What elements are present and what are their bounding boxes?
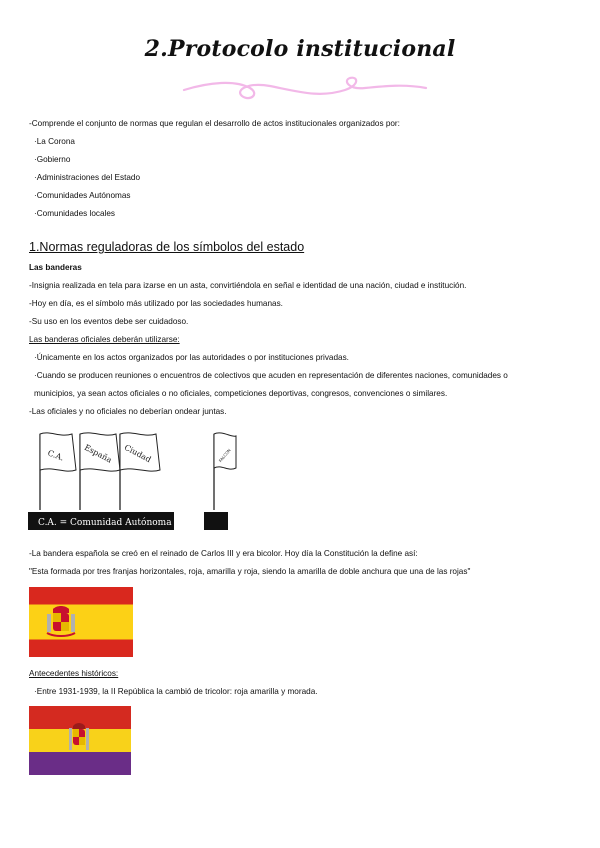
paragraph-line: -Hoy en día, es el símbolo más utilizado por las sociedades humanas. xyxy=(29,299,283,308)
single-flag-icon xyxy=(214,433,236,510)
decorative-swirl-icon xyxy=(180,72,430,108)
flag-label: España xyxy=(82,442,114,465)
flag-espana-icon xyxy=(80,433,120,510)
list-item: ·Únicamente en los actos organizados por las autoridades o por instituciones privadas. xyxy=(34,353,349,362)
list-item: municipios, ya sean actos oficiales o no oficiales, competiciones deportivas, congresos, convenciones o similares. xyxy=(34,389,448,398)
flags-caption: C.A. = Comunidad Autónoma xyxy=(38,518,172,528)
paragraph-line: -Insignia realizada en tela para izarse en un asta, convirtiéndola en señal e identidad de una nación, ciudad e institución. xyxy=(29,281,467,290)
paragraph-line: -Las oficiales y no oficiales no deberían ondear juntas. xyxy=(29,407,227,416)
single-flag-label: FALCON xyxy=(217,447,232,464)
list-item: ·Comunidades Autónomas xyxy=(34,191,131,200)
subheading: Las banderas xyxy=(29,263,82,272)
list-item: ·Entre 1931-1939, la II República la cambió de tricolor: roja amarilla y morada. xyxy=(34,687,318,696)
flag-ca-icon xyxy=(40,433,76,510)
flag-ciudad-icon xyxy=(120,433,160,510)
spanish-flag-image xyxy=(29,587,133,657)
paragraph-line: -La bandera española se creó en el reinado de Carlos III y era bicolor. Hoy día la Constitución la define así: xyxy=(29,549,418,558)
list-item: ·Administraciones del Estado xyxy=(34,173,141,182)
paragraph-line: -Su uso en los eventos debe ser cuidadoso. xyxy=(29,317,189,326)
list-item: ·Gobierno xyxy=(34,155,71,164)
intro-text: -Comprende el conjunto de normas que regulan el desarrollo de actos institucionales organizados por: xyxy=(29,119,400,128)
flags-illustration xyxy=(28,428,238,532)
list-item: ·Comunidades locales xyxy=(34,209,116,218)
page-title: 2.Protocolo institucional xyxy=(144,36,456,62)
list-item: ·La Corona xyxy=(34,137,75,146)
section-heading: 1.Normas reguladoras de los símbolos del estado xyxy=(29,240,305,254)
flag-label: Ciudad xyxy=(122,442,153,465)
official-heading: Las banderas oficiales deberán utilizarse: xyxy=(29,335,180,344)
quote-line: "Esta formada por tres franjas horizontales, roja, amarilla y roja, siendo la amarilla de doble anchura que una de las rojas" xyxy=(29,567,471,576)
history-heading: Antecedentes históricos: xyxy=(29,669,119,678)
list-item: ·Cuando se producen reuniones o encuentros de colectivos que acuden en representación de diferentes naciones, comunidades o xyxy=(34,371,508,380)
republic-flag-image xyxy=(29,706,131,775)
flag-label: C.A. xyxy=(46,448,66,463)
